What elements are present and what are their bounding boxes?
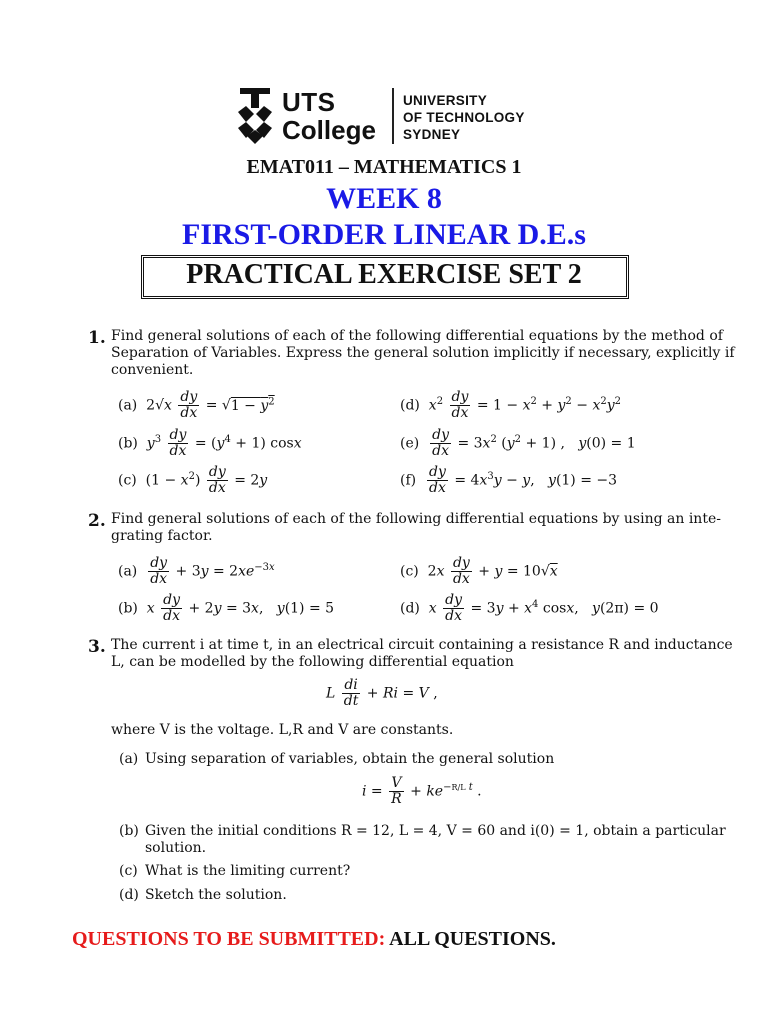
q2-a-label: (a) xyxy=(118,563,138,580)
submission-label: QUESTIONS TO BE SUBMITTED: xyxy=(72,928,386,950)
q2-d-label: (d) xyxy=(400,600,420,617)
q3-equation: L $\frac{di}{dt}$ + Ri = V , xyxy=(326,677,438,709)
q1-item-b: (b) $y^3$ $\frac{dy}{dx}$ = $(y^4 + 1)$ cosx xyxy=(118,427,302,459)
logo-university-line-1: UNIVERSITY xyxy=(403,93,488,108)
q1-text-line3: convenient. xyxy=(111,362,194,378)
logo-divider xyxy=(392,88,394,144)
q3-b-text2: solution. xyxy=(145,840,207,856)
q1-d-label: (d) xyxy=(400,397,420,414)
q1-item-e: (e) $\frac{dy}{dx}$ = $3x^2$ $(y^2 + 1)$ , y(0) = 1 xyxy=(400,427,636,459)
q2-text-line2: grating factor. xyxy=(111,528,213,544)
q3-number: 3. xyxy=(88,637,106,657)
q3-where-text: where V is the voltage. L,R and V are constants. xyxy=(111,722,454,738)
q2-item-b: (b) x $\frac{dy}{dx}$ + 2y = 3x, y(1) = 5 xyxy=(118,592,335,624)
logo xyxy=(236,86,536,148)
topic-title: FIRST-ORDER LINEAR D.E.s xyxy=(182,218,586,251)
q2-item-a: (a) $\frac{dy}{dx}$ + $3y = 2xe^{-3x}$ xyxy=(118,555,275,587)
q1-item-d: (d) $x^2$ $\frac{dy}{dx}$ = $1 - x^2 + y^2 - x^2y^2$ xyxy=(400,389,622,421)
q2-item-c: (c) 2x $\frac{dy}{dx}$ + y = 10√x xyxy=(400,555,558,587)
q3-c-label: (c) xyxy=(119,863,138,879)
q3-text-line1: The current i at time t, in an electrical circuit containing a resistance R and inductance xyxy=(111,637,733,653)
q1-a-label: (a) xyxy=(118,397,138,414)
q1-text-line1: Find general solutions of each of the following differential equations by the method of xyxy=(111,328,723,344)
q3-general-solution: i = $\frac{V}{R}$ + $ke^{-R/L t}$ . xyxy=(362,775,482,807)
submission-value: ALL QUESTIONS. xyxy=(389,928,556,950)
q3-a-text: Using separation of variables, obtain the general solution xyxy=(145,751,555,767)
q1-e-label: (e) xyxy=(400,435,420,452)
q1-c-label: (c) xyxy=(118,472,137,489)
q1-number: 1. xyxy=(88,328,106,348)
uts-logo-icon xyxy=(236,86,274,146)
q1-text-line2: Separation of Variables. Express the general solution implicitly if necessary, explicitly if xyxy=(111,345,735,361)
q2-item-d: (d) x $\frac{dy}{dx}$ = $3y + x^4$ cosx, y(2π) = 0 xyxy=(400,592,659,624)
q1-item-f: (f) $\frac{dy}{dx}$ = $4x^3y - y$, y(1) = −3 xyxy=(400,464,618,496)
q2-number: 2. xyxy=(88,511,106,531)
q3-b-label: (b) xyxy=(119,823,139,839)
q3-text-line2: L, can be modelled by the following differential equation xyxy=(111,654,514,670)
q3-a-label: (a) xyxy=(119,751,139,767)
submission-note xyxy=(72,928,556,951)
q1-item-a: (a) 2√x $\frac{dy}{dx}$ = $√1 - y^2$ xyxy=(118,389,275,421)
course-title: EMAT011 – MATHEMATICS 1 xyxy=(246,156,522,178)
q1-f-label: (f) xyxy=(400,472,417,489)
q1-item-c: (c) $(1 - x^2)$ $\frac{dy}{dx}$ = 2y xyxy=(118,464,268,496)
exercise-title: PRACTICAL EXERCISE SET 2 xyxy=(186,259,582,290)
logo-uts-text: UTS xyxy=(282,87,336,117)
logo-university-line-2: OF TECHNOLOGY xyxy=(403,110,525,125)
logo-college-text: College xyxy=(282,115,376,145)
logo-university-line-3: SYDNEY xyxy=(403,127,461,142)
q2-text-line1: Find general solutions of each of the following differential equations by using an inte- xyxy=(111,511,721,527)
q3-d-label: (d) xyxy=(119,887,139,903)
q1-b-label: (b) xyxy=(118,435,138,452)
q3-d-text: Sketch the solution. xyxy=(145,887,287,903)
q3-b-text: Given the initial conditions R = 12, L = 4, V = 60 and i(0) = 1, obtain a particular xyxy=(145,823,726,839)
q2-b-label: (b) xyxy=(118,600,138,617)
week-title: WEEK 8 xyxy=(326,182,442,215)
q3-c-text: What is the limiting current? xyxy=(145,863,351,879)
q2-c-label: (c) xyxy=(400,563,419,580)
